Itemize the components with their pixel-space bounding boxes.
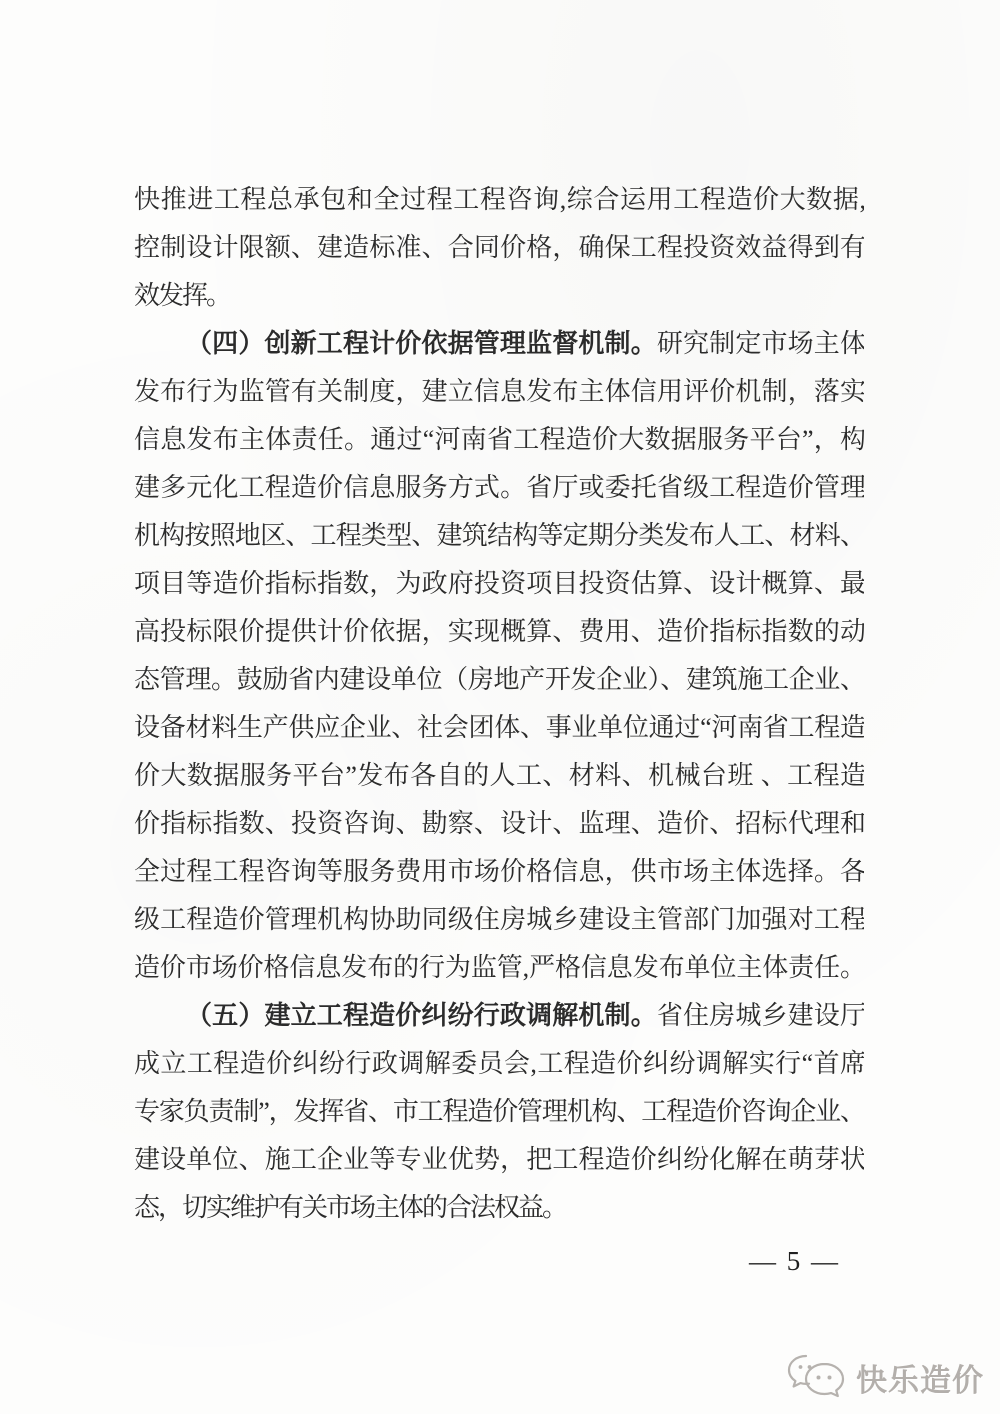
text-line: 项目等造价指标指数，为政府投资项目投资估算、设计概算、最	[134, 569, 864, 598]
text-line: 级工程造价管理机构协助同级住房城乡建设主管部门加强对工程	[134, 905, 864, 934]
text-line: 效发挥。	[134, 281, 231, 310]
text-line: 价大数据服务平台”发布各自的人工、材料、机械台班 、工程造	[134, 761, 864, 790]
text-line: 造价市场价格信息发布的行为监管,严格信息发布单位主体责任。	[134, 953, 864, 982]
section-4-heading: （四）创新工程计价依据管理监督机制。	[186, 329, 657, 358]
page-number: — 5 —	[749, 1246, 840, 1276]
text-line: 建多元化工程造价信息服务方式。省厅或委托省级工程造价管理	[134, 473, 864, 502]
text-line-section-4-heading	[134, 320, 864, 368]
text-line-rest: 研究制定市场主体	[656, 329, 864, 358]
wechat-chat-bubbles-icon	[783, 1350, 849, 1404]
text-line: 全过程工程咨询等服务费用市场价格信息，供市场主体选择。各	[134, 857, 864, 886]
document-body	[134, 176, 864, 1232]
text-line: 成立工程造价纠纷行政调解委员会,工程造价纠纷调解实行“首席	[134, 1049, 864, 1078]
text-line-section-5-heading	[134, 992, 864, 1040]
text-line: 控制设计限额、建造标准、合同价格，确保工程投资效益得到有	[134, 233, 864, 262]
section-5-heading: （五）建立工程造价纠纷行政调解机制。	[186, 1001, 657, 1030]
text-line-rest: 省住房城乡建设厅	[656, 1001, 864, 1030]
text-line: 态管理。鼓励省内建设单位（房地产开发企业）、建筑施工企业、	[134, 665, 864, 694]
watermark-label: 快乐造价	[856, 1362, 984, 1398]
text-line: 高投标限价提供计价依据，实现概算、费用、造价指标指数的动	[134, 617, 864, 646]
text-line: 信息发布主体责任。通过“河南省工程造价大数据服务平台”，构	[134, 425, 864, 454]
text-line: 价指标指数、投资咨询、勘察、设计、监理、造价、招标代理和	[134, 809, 864, 838]
text-line: 专家负责制”，发挥省、市工程造价管理机构、工程造价咨询企业、	[134, 1097, 864, 1126]
text-line: 快推进工程总承包和全过程工程咨询,综合运用工程造价大数据,	[134, 185, 864, 214]
watermark	[783, 1350, 984, 1404]
text-line: 机构按照地区、工程类型、建筑结构等定期分类发布人工、材料、	[134, 521, 864, 550]
text-line: 建设单位、施工企业等专业优势，把工程造价纠纷化解在萌芽状	[134, 1145, 864, 1174]
text-line: 设备材料生产供应企业、社会团体、事业单位通过“河南省工程造	[134, 713, 864, 742]
text-line: 态，切实维护有关市场主体的合法权益。	[134, 1193, 567, 1222]
text-line: 发布行为监管有关制度，建立信息发布主体信用评价机制，落实	[134, 377, 864, 406]
